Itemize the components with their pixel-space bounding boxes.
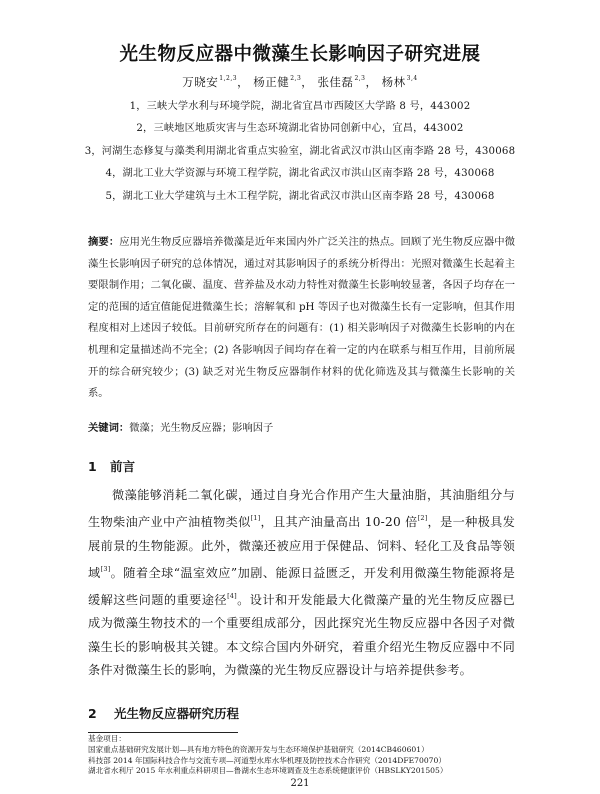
- section-title: 前言: [110, 459, 136, 474]
- page-number: 221: [290, 778, 310, 789]
- affiliation-list: [0, 100, 600, 212]
- keywords-text: 微藻；光生物反应器；影响因子: [129, 422, 274, 434]
- section-heading: [88, 704, 239, 722]
- section-body: [88, 484, 515, 682]
- author-line: 万晓安$^{1,2,3}$， 杨正健$^{2,3}$， 张佳磊$^{2,3}$， 杨林$^{3,4}$: [182, 75, 418, 89]
- affiliation: 2，三峡地区地质灾害与生态环境湖北省协同创新中心，宜昌，443002: [136, 123, 464, 135]
- author-affil-marker: 2,3: [354, 75, 366, 82]
- body-text: ，且其产油量高出 10-20 倍: [260, 515, 418, 530]
- body-text: 。设计和开发能最大化微藻产量的光生物反应器已成为微藻生物技术的一个重要组成部分，因此探究光生物反应器中各因子对微藻生长的影响极其关键。本文综合国内外研究，着重介绍光生物反应器中不同条件对微藻生长的影响，为微藻的光生物反应器设计与培养提供参考。: [88, 593, 515, 678]
- abstract: [88, 232, 515, 405]
- paper-title: 光生物反应器中微藻生长影响因子研究进展: [119, 44, 481, 65]
- funding-label: 基金项目：: [88, 734, 126, 743]
- citation: [4]: [227, 592, 237, 601]
- citation: [2]: [417, 514, 428, 523]
- funding-item: 国家重点基础研究发展计划—具有地方特色的资源开发与生态环境保护基础研究（2014CB460601）: [88, 744, 429, 754]
- author-affil-marker: 1,2,3: [219, 75, 238, 82]
- section-number: 2: [88, 706, 97, 721]
- section-heading: [88, 457, 135, 475]
- affiliation: 1，三峡大学水利与环境学院，湖北省宜昌市西陵区大学路 8 号，443002: [129, 101, 471, 112]
- author-affil-marker: 3,4: [406, 75, 418, 82]
- author-name: 张佳磊: [317, 75, 354, 89]
- section-title: 光生物反应器研究历程: [114, 706, 240, 721]
- affiliation: 4，湖北工业大学资源与环境工程学院，湖北省武汉市洪山区南李路 28 号，430068: [105, 168, 495, 180]
- funding-item: 科技部 2014 年国际科技合作与交流专项—河道型水库水华机理及防控技术合作研究（2014DFE70070）: [88, 755, 446, 765]
- affiliation: 3，河湖生态修复与藻类利用湖北省重点实验室，湖北省武汉市洪山区南李路 28 号，430068: [84, 145, 516, 157]
- section-number: 1: [88, 459, 97, 474]
- body-text: 微藻能够消耗二氧化碳，通过自身光合作用产生大量油脂，其油脂组分与生物柴油产业中产油植物类似: [88, 488, 515, 530]
- abstract-text: 应用光生物反应器培养微藻是近年来国内外广泛关注的热点。回顾了光生物反应器中微藻生长影响因子研究的总体情况，通过对其影响因子的系统分析得出：光照对微藻生长起着主要限制作用；二氧化碳、温度、营养盐及水动力特性对微藻生长影响较显著，各因子均存在一定的范围的适宜值能促进微藻生长；溶解氧和 pH 等因子也对微藻生长有一定影响，但其作用程度相对上述因子较低。目前研究所存在的问题有：(1) 相关影响因子对微藻生长影响的内在机理和定量描述尚不完全；(2) 各影响因子间均存在着一定的内在联系与相互作用，目前所展开的综合研究较少；(3) 缺乏对光生物反应器制作材料的优化筛选及其与微藻生长影响的关系。: [88, 236, 516, 400]
- keywords-label: 关键词：: [88, 422, 130, 434]
- author-affil-marker: 2,3: [290, 75, 302, 82]
- abstract-label: 摘要：: [88, 236, 120, 248]
- citation: [3]: [100, 564, 111, 573]
- author-name: 杨正健: [253, 75, 290, 89]
- body-text: ，是一种极具发展前景的生物能源。此外，微藻还被应用于保健品、饲料、轻化工及食品等领域: [88, 515, 515, 580]
- author-name: 万晓安: [182, 75, 219, 89]
- funding-footnote: [88, 734, 528, 777]
- citation: [1]: [250, 514, 261, 523]
- author-name: 杨林: [381, 75, 406, 89]
- keywords: [88, 420, 515, 436]
- funding-item: 湖北省水利厅 2015 年水利重点科研项目—鲁湖水生态环境调查及生态系统健康评价（HBSLKY201505）: [88, 766, 448, 776]
- affiliation: 5，湖北工业大学建筑与土木工程学院，湖北省武汉市洪山区南李路 28 号，430068: [105, 190, 495, 202]
- body-text: 。随着全球“温室效应”加剧、能源日益匮乏，开发利用微藻生物能源将是缓解这些问题的重要途径: [88, 565, 515, 608]
- footnote-divider: [88, 732, 238, 733]
